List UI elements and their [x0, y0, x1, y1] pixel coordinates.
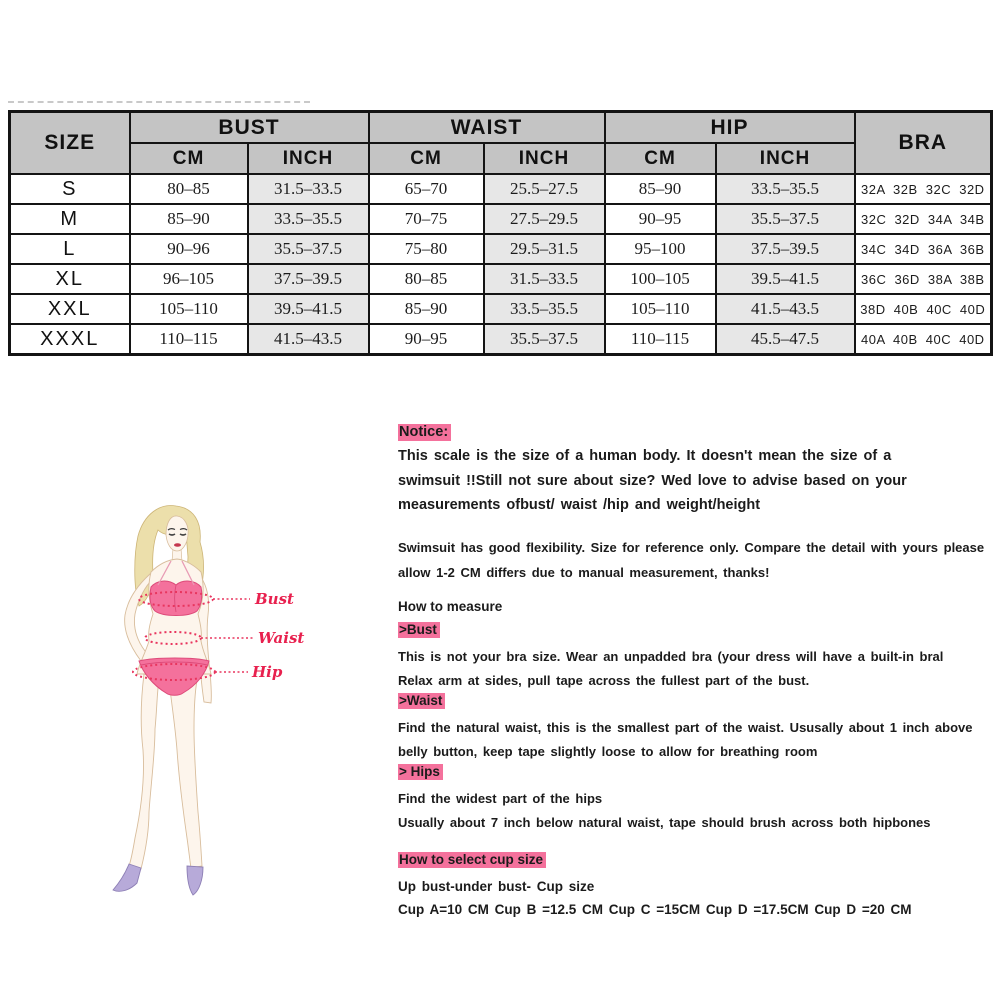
waist-cm-cell: 75–80 — [369, 234, 484, 264]
bust-cm-cell: 85–90 — [130, 204, 248, 234]
hip-cm-cell: 95–100 — [605, 234, 716, 264]
hip-inch-cell: 33.5–35.5 — [716, 174, 855, 204]
bust-inch-cell: 37.5–39.5 — [248, 264, 369, 294]
hips-heading-highlight: > Hips — [398, 764, 443, 780]
size-chart-table — [8, 110, 993, 356]
bust-cm-cell: 80–85 — [130, 174, 248, 204]
dashed-line-artifact — [8, 101, 310, 103]
table-row-s — [10, 174, 992, 204]
waist-instruction-line: belly button, keep tape slightly loose to allow for breathing room — [398, 743, 818, 759]
bra-cell: 32C 32D 34A 34B — [855, 204, 992, 234]
bust-cm-cell: 90–96 — [130, 234, 248, 264]
header-size: SIZE — [10, 112, 130, 175]
bra-cell: 40A 40B 40C 40D — [855, 324, 992, 355]
hips-section-heading — [398, 764, 994, 787]
bust-cm-cell: 110–115 — [130, 324, 248, 355]
hip-inch-cell: 45.5–47.5 — [716, 324, 855, 355]
bust-inch-cell: 31.5–33.5 — [248, 174, 369, 204]
header-bust-cm: CM — [130, 143, 248, 174]
notice-line: swimsuit !!Still not sure about size? Wed love to advise based on your — [398, 472, 907, 489]
hip-label: Hip — [252, 663, 283, 681]
hip-cm-cell: 90–95 — [605, 204, 716, 234]
header-waist: WAIST — [369, 112, 605, 144]
size-cell: XXXL — [10, 324, 130, 355]
notice-heading — [398, 424, 994, 444]
size-cell: XXL — [10, 294, 130, 324]
bust-cm-cell: 105–110 — [130, 294, 248, 324]
cup-heading-highlight: How to select cup size — [398, 852, 546, 868]
size-cell: L — [10, 234, 130, 264]
bust-inch-cell: 35.5–37.5 — [248, 234, 369, 264]
bra-cell: 32A 32B 32C 32D — [855, 174, 992, 204]
figure-sketch-svg — [100, 502, 350, 902]
header-hip: HIP — [605, 112, 855, 144]
measurement-figure — [100, 502, 350, 902]
size-cell: M — [10, 204, 130, 234]
header-bust-inch: INCH — [248, 143, 369, 174]
hips-instruction-line: Find the widest part of the hips — [398, 790, 603, 806]
bra-cell: 36C 36D 38A 38B — [855, 264, 992, 294]
notice-line: measurements ofbust/ waist /hip and weight/height — [398, 497, 761, 513]
waist-heading-highlight: >Waist — [398, 693, 445, 709]
waist-inch-cell: 31.5–33.5 — [484, 264, 605, 294]
size-cell: S — [10, 174, 130, 204]
flexibility-line: Swimsuit has good flexibility. Size for reference only. Compare the detail with yours please — [398, 539, 985, 555]
hip-inch-cell: 41.5–43.5 — [716, 294, 855, 324]
bra-cell: 34C 34D 36A 36B — [855, 234, 992, 264]
hip-inch-cell: 39.5–41.5 — [716, 264, 855, 294]
figure-left-shoe — [113, 864, 141, 891]
waist-inch-cell: 33.5–35.5 — [484, 294, 605, 324]
waist-instruction-line: Find the natural waist, this is the smallest part of the waist. Ususally about 1 inch above — [398, 719, 973, 735]
bust-section-heading — [398, 622, 994, 645]
hips-instruction-line: Usually about 7 inch below natural waist, tape should brush across both hipbones — [398, 814, 931, 830]
waist-section-heading — [398, 693, 994, 716]
bust-cm-cell: 96–105 — [130, 264, 248, 294]
header-waist-inch: INCH — [484, 143, 605, 174]
cup-size-line: Cup A=10 CM Cup B =12.5 CM Cup C =15CM Cup D =17.5CM Cup D =20 CM — [398, 901, 912, 917]
header-waist-cm: CM — [369, 143, 484, 174]
waist-cm-cell: 80–85 — [369, 264, 484, 294]
bust-heading-highlight: >Bust — [398, 622, 440, 638]
waist-cm-cell: 65–70 — [369, 174, 484, 204]
how-to-measure-heading: How to measure — [398, 598, 503, 614]
hip-inch-cell: 37.5–39.5 — [716, 234, 855, 264]
table-header-row-1 — [10, 112, 992, 144]
table-header-row-2 — [10, 143, 992, 174]
figure-left-leg — [129, 674, 159, 869]
waist-cm-cell: 85–90 — [369, 294, 484, 324]
bust-label: Bust — [255, 590, 294, 608]
table-row-xl — [10, 264, 992, 294]
hip-cm-cell: 100–105 — [605, 264, 716, 294]
size-cell: XL — [10, 264, 130, 294]
notice-heading-highlight: Notice: — [398, 424, 451, 441]
hip-cm-cell: 85–90 — [605, 174, 716, 204]
hip-cm-cell: 105–110 — [605, 294, 716, 324]
waist-inch-cell: 35.5–37.5 — [484, 324, 605, 355]
table-row-xxl — [10, 294, 992, 324]
notice-line: This scale is the size of a human body. It doesn't mean the size of a — [398, 448, 892, 464]
bra-cell: 38D 40B 40C 40D — [855, 294, 992, 324]
header-bra: BRA — [855, 112, 992, 175]
bust-inch-cell: 41.5–43.5 — [248, 324, 369, 355]
bust-inch-cell: 33.5–35.5 — [248, 204, 369, 234]
figure-right-shoe — [187, 866, 203, 895]
hip-cm-cell: 110–115 — [605, 324, 716, 355]
header-hip-inch: INCH — [716, 143, 855, 174]
cup-size-heading — [398, 852, 994, 875]
table-row-xxxl — [10, 324, 992, 355]
instructions-text-column — [398, 424, 994, 921]
table-row-l — [10, 234, 992, 264]
bust-inch-cell: 39.5–41.5 — [248, 294, 369, 324]
bust-instruction-line: Relax arm at sides, pull tape across the fullest part of the bust. — [398, 672, 810, 688]
header-bust: BUST — [130, 112, 369, 144]
figure-right-leg — [169, 680, 202, 868]
waist-cm-cell: 90–95 — [369, 324, 484, 355]
waist-cm-cell: 70–75 — [369, 204, 484, 234]
hip-inch-cell: 35.5–37.5 — [716, 204, 855, 234]
cup-size-line: Up bust-under bust- Cup size — [398, 878, 595, 894]
waist-inch-cell: 27.5–29.5 — [484, 204, 605, 234]
bust-instruction-line: This is not your bra size. Wear an unpadded bra (your dress will have a built-in bral — [398, 648, 944, 664]
waist-inch-cell: 25.5–27.5 — [484, 174, 605, 204]
waist-inch-cell: 29.5–31.5 — [484, 234, 605, 264]
header-hip-cm: CM — [605, 143, 716, 174]
waist-label: Waist — [258, 629, 305, 647]
flexibility-line: allow 1-2 CM differs due to manual measurement, thanks! — [398, 564, 770, 580]
table-row-m — [10, 204, 992, 234]
